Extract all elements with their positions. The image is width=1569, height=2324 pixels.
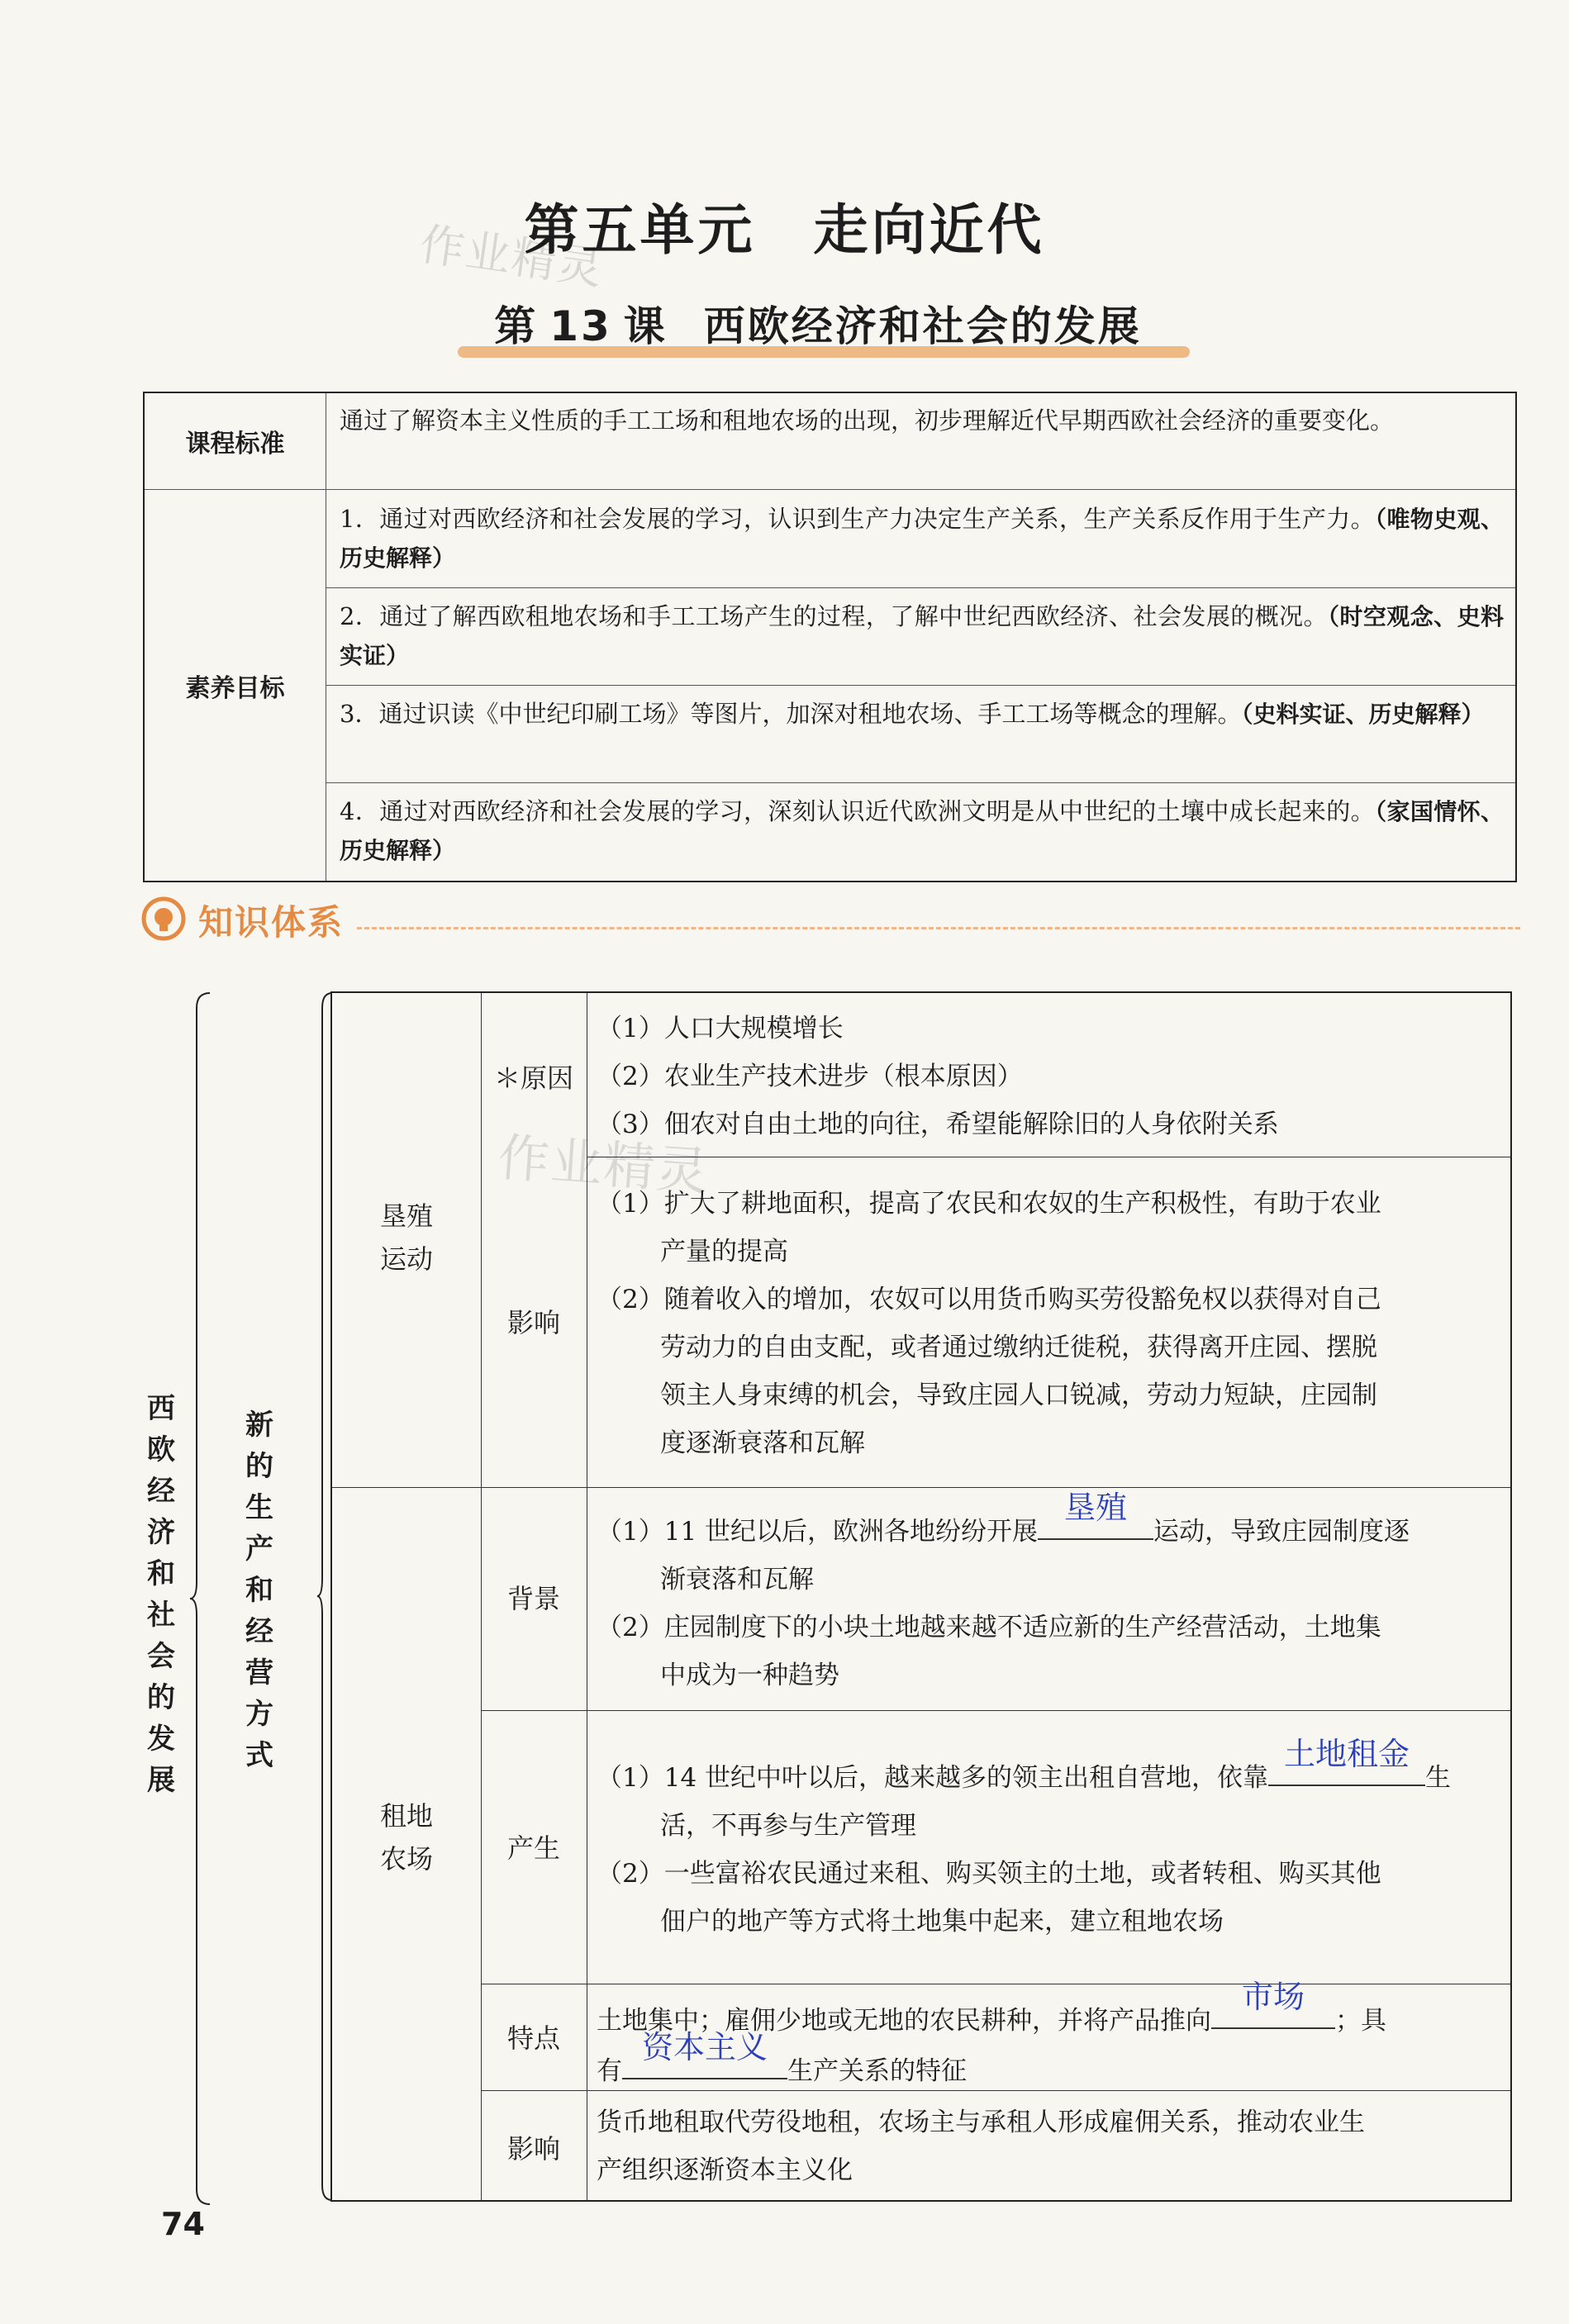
watermark: 作业精灵 — [496, 1127, 711, 1202]
literacy-label: 素养目标 — [145, 490, 326, 881]
background-text: （1）11 世纪以后，欧洲各地纷纷开展 垦殖 运动，导致庄园制度逐 渐衰落和瓦解 （2）庄园制度下的小块土地越来越不适应新的生产经营活动，土地集 中成为一种趋势 — [597, 1505, 1410, 1699]
standards-table — [143, 392, 1517, 882]
origin-text: （1）14 世纪中叶以后，越来越多的领主出租自营地，依靠 土地租金 生 活，不再参与生产管理 （2）一些富裕农民通过来租、购买领主的土地，或者转租、购买其他 佃户的地产等方式将土地集中起来，建立租地农场 — [597, 1751, 1451, 1946]
knowledge-header — [140, 892, 1520, 942]
reclamation-label: 垦殖 运动 — [379, 1200, 433, 1275]
handwritten-answer: 资本主义 — [641, 2029, 768, 2065]
root-label: 西 欧 经 济 和 社 会 的 发 展 — [147, 1392, 175, 1797]
farm-impact-label: 影响 — [506, 2133, 560, 2165]
answer-blank[interactable] — [1038, 1490, 1153, 1540]
lightbulb-icon — [140, 896, 187, 942]
goal-row: 3．通过识读《中世纪印刷工场》等图片，加深对租地农场、手工工场等概念的理解。（史料实证、历史解释） — [326, 685, 1515, 783]
answer-blank[interactable] — [1268, 1736, 1425, 1786]
unit-title — [0, 186, 1569, 264]
cause-list: （1）人口大规模增长 （2）农业生产技术进步（根本原因） （3）佃农对自由土地的向往，希望能解除旧的人身依附关系 — [597, 1014, 1279, 1139]
root-brace — [188, 991, 213, 2206]
feature-label: 特点 — [506, 2022, 560, 2054]
answer-blank[interactable] — [1211, 1979, 1335, 2029]
divider — [357, 927, 1520, 929]
watermark: 作业精灵 — [416, 217, 607, 296]
cause-label: ＊原因 — [493, 1062, 573, 1094]
origin-label: 产生 — [506, 1832, 560, 1864]
curriculum-row — [145, 393, 1515, 490]
curriculum-text: 通过了解资本主义性质的手工工场和租地农场的出现，初步理解近代早期西欧社会经济的重要变化。 — [340, 406, 1395, 435]
knowledge-title: 知识体系 — [198, 902, 345, 943]
lesson-header — [446, 293, 1190, 368]
branch-label: 新 的 生 产 和 经 营 方 式 — [245, 1409, 273, 1772]
background-label: 背景 — [506, 1583, 560, 1614]
lesson-title: 第 13 课 西欧经济和社会的发展 — [494, 302, 1142, 350]
handwritten-answer: 土地租金 — [1284, 1736, 1410, 1772]
curriculum-label: 课程标准 — [145, 393, 326, 489]
goal-row: 4．通过对西欧经济和社会发展的学习，深刻认识近代欧洲文明是从中世纪的土壤中成长起来的。（家国情怀、历史解释） — [340, 797, 1504, 864]
farm-label: 租地 农场 — [379, 1800, 433, 1875]
handwritten-answer: 市场 — [1241, 1979, 1305, 2015]
handwritten-answer: 垦殖 — [1064, 1490, 1128, 1526]
farm-impact-text: 货币地租取代劳役地租，农场主与承租人形成雇佣关系，推动农业生 产组织逐渐资本主义化 — [597, 2108, 1365, 2185]
unit-name: 走向近代 — [813, 197, 1045, 262]
goal-row: 2．通过了解西欧租地农场和手工工场产生的过程，了解中世纪西欧经济、社会发展的概况。（时空观念、史料实证） — [326, 587, 1515, 686]
page-number: 74 — [161, 2206, 205, 2242]
unit-number: 第五单元 — [524, 197, 756, 262]
feature-text: 土地集中；雇佣少地或无地的农民耕种，并将产品推向 市场 ；具 有 资本主义 生产关系的特征 — [597, 1994, 1386, 2095]
goal-row: 1．通过对西欧经济和社会发展的学习，认识到生产力决定生产关系，生产关系反作用于生产力。（唯物史观、历史解释） — [326, 490, 1515, 588]
impact-label: 影响 — [506, 1307, 560, 1338]
answer-blank[interactable] — [622, 2029, 787, 2079]
impact-text: （1）扩大了耕地面积，提高了农民和农奴的生产积极性，有助于农业 产量的提高 （2）随着收入的增加，农奴可以用货币购买劳役豁免权以获得对自己 劳动力的自由支配，或者通过缴纳迁徙税，获得离开庄园、摆脱 领主人身束缚的机会，导致庄园人口锐减，劳动力短缺，庄园制 度逐渐衰落和瓦解 — [597, 1189, 1381, 1458]
